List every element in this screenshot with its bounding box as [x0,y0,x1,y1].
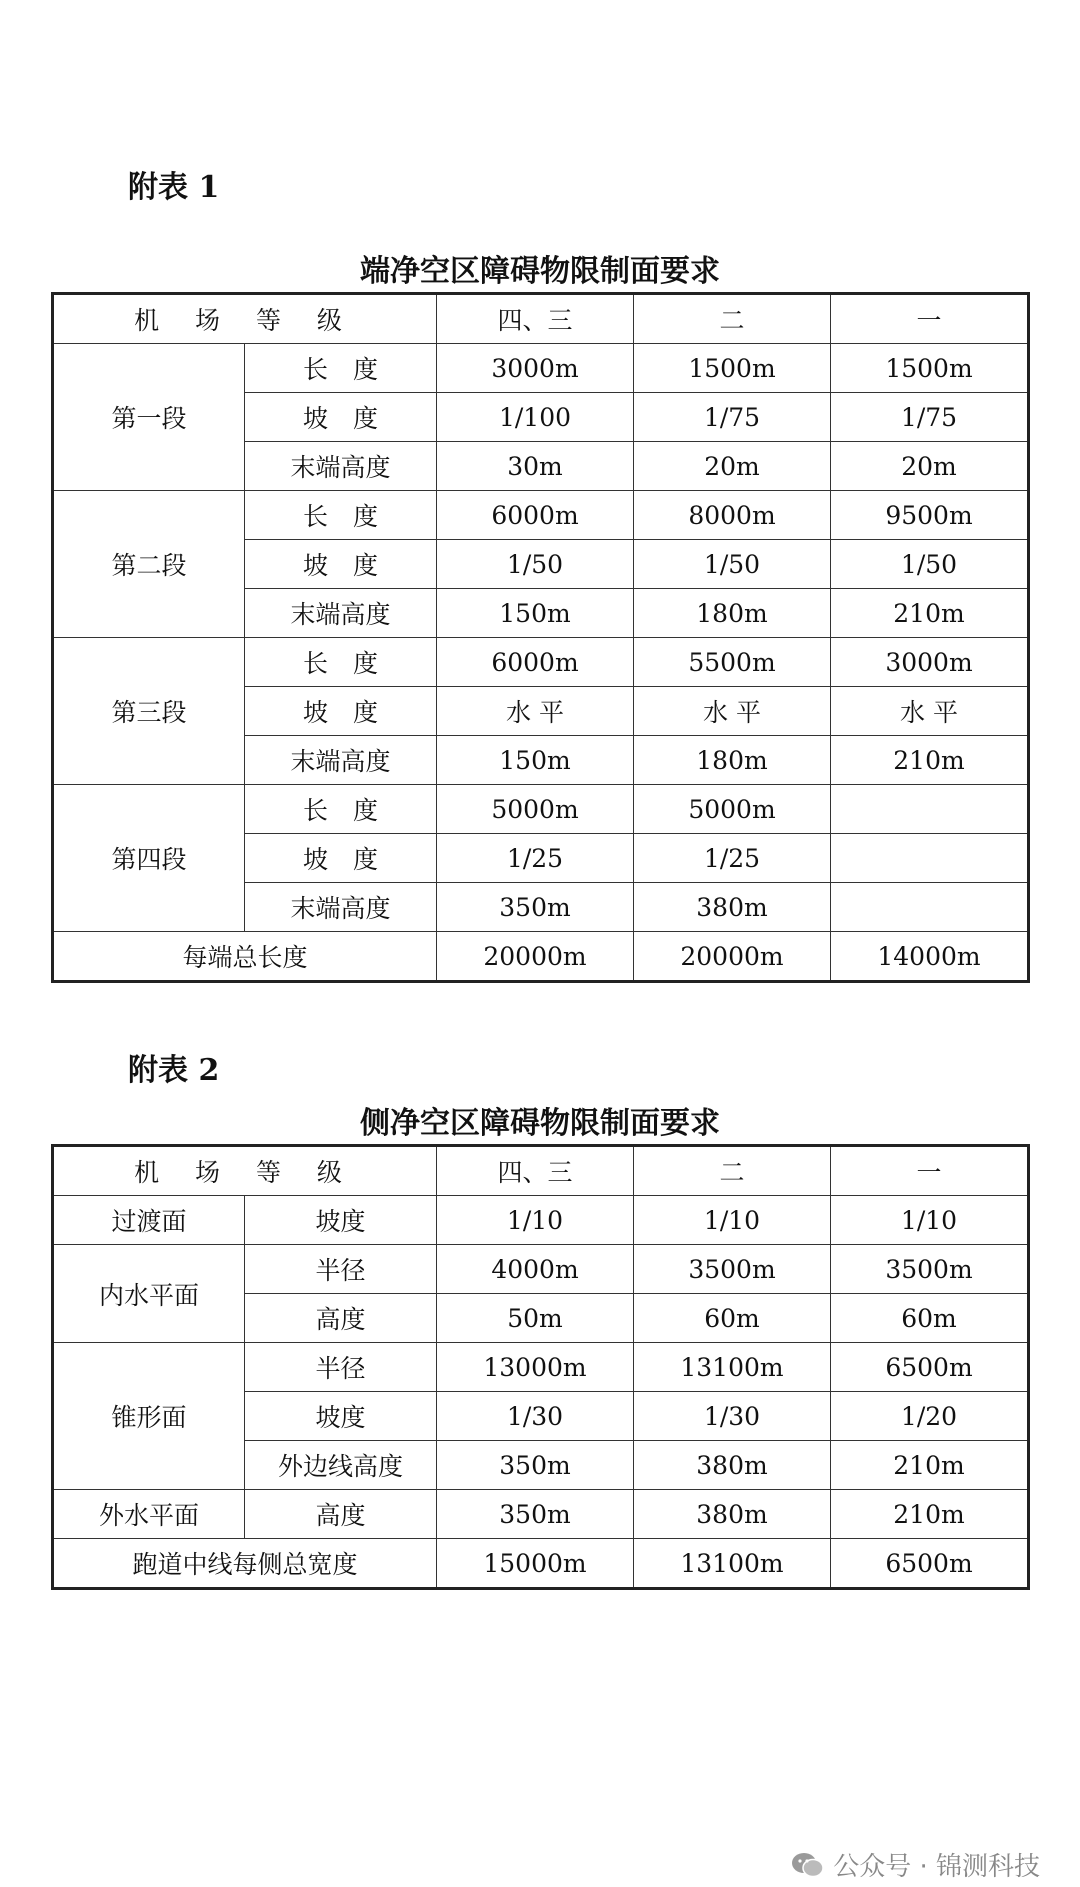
value-cell: 50m [437,1294,634,1343]
total-label-cell: 每端总长度 [53,932,437,982]
value-cell: 1/100 [437,393,634,442]
table-row [53,1245,1029,1294]
total-value-cell: 15000m [437,1539,634,1589]
item-cell: 坡度 [245,1392,437,1441]
total-label-cell: 跑道中线每侧总宽度 [53,1539,437,1589]
value-cell: 3000m [831,638,1029,687]
value-cell: 1500m [634,344,831,393]
value-cell: 60m [634,1294,831,1343]
value-cell: 6500m [831,1343,1029,1392]
section-name-cell: 第一段 [53,344,245,491]
watermark-text: 公众号 · 锦测科技 [833,1852,1040,1882]
value-cell: 1/50 [634,540,831,589]
header-grade-col: 二 [634,294,831,344]
value-cell: 4000m [437,1245,634,1294]
value-cell: 8000m [634,491,831,540]
section-name-cell: 外水平面 [53,1490,245,1539]
item-cell: 半径 [245,1343,437,1392]
value-cell: 30m [437,442,634,491]
value-cell: 1/20 [831,1392,1029,1441]
table-row [53,1490,1029,1539]
value-cell: 1/75 [831,393,1029,442]
value-cell: 380m [634,1490,831,1539]
value-cell: 3500m [831,1245,1029,1294]
value-cell: 1/10 [634,1196,831,1245]
section-name-cell: 内水平面 [53,1245,245,1343]
header-grade-col: 一 [831,294,1029,344]
value-cell: 1/10 [831,1196,1029,1245]
value-cell: 水 平 [634,687,831,736]
value-cell: 210m [831,1490,1029,1539]
total-row [53,1539,1029,1589]
total-value-cell: 13100m [634,1539,831,1589]
value-cell: 350m [437,1490,634,1539]
value-cell: 350m [437,883,634,932]
value-cell: 210m [831,589,1029,638]
value-cell: 180m [634,736,831,785]
item-cell: 高度 [245,1294,437,1343]
value-cell: 1/75 [634,393,831,442]
value-cell: 5500m [634,638,831,687]
table-row [53,785,1029,834]
total-value-cell: 14000m [831,932,1029,982]
item-cell: 坡度 [245,1196,437,1245]
value-cell: 350m [437,1441,634,1490]
item-cell: 末端高度 [245,442,437,491]
watermark [791,1846,1040,1883]
item-cell: 外边线高度 [245,1441,437,1490]
value-cell [831,883,1029,932]
total-value-cell: 20000m [634,932,831,982]
section-name-cell: 第四段 [53,785,245,932]
value-cell: 180m [634,589,831,638]
value-cell: 1/30 [634,1392,831,1441]
table2-label: 附表 2 [128,1053,220,1088]
value-cell: 1/25 [634,834,831,883]
item-cell: 坡 度 [245,393,437,442]
value-cell: 20m [634,442,831,491]
header-row [53,1146,1029,1196]
item-cell: 末端高度 [245,883,437,932]
item-cell: 坡 度 [245,834,437,883]
value-cell: 1500m [831,344,1029,393]
header-grade-col: 四、三 [437,294,634,344]
header-row [53,294,1029,344]
section-name-cell: 第三段 [53,638,245,785]
table1-label: 附表 1 [128,170,220,205]
total-value-cell: 6500m [831,1539,1029,1589]
item-cell: 坡 度 [245,687,437,736]
value-cell: 6000m [437,638,634,687]
value-cell: 1/10 [437,1196,634,1245]
header-grade-col: 二 [634,1146,831,1196]
table-row [53,1343,1029,1392]
item-cell: 高度 [245,1490,437,1539]
table2-title: 侧净空区障碍物限制面要求 [360,1106,720,1141]
value-cell: 380m [634,1441,831,1490]
item-cell: 末端高度 [245,736,437,785]
value-cell: 水 平 [831,687,1029,736]
item-cell: 末端高度 [245,589,437,638]
value-cell: 150m [437,589,634,638]
item-cell: 半径 [245,1245,437,1294]
value-cell: 210m [831,736,1029,785]
value-cell: 13000m [437,1343,634,1392]
value-cell [831,834,1029,883]
header-grade-col: 一 [831,1146,1029,1196]
section-name-cell: 第二段 [53,491,245,638]
section-name-cell: 锥形面 [53,1343,245,1490]
item-cell: 长 度 [245,344,437,393]
table-row [53,638,1029,687]
value-cell: 1/30 [437,1392,634,1441]
total-value-cell: 20000m [437,932,634,982]
item-cell: 长 度 [245,638,437,687]
table1-title: 端净空区障碍物限制面要求 [360,254,720,289]
value-cell: 13100m [634,1343,831,1392]
table-row [53,1196,1029,1245]
value-cell: 1/50 [831,540,1029,589]
value-cell: 5000m [634,785,831,834]
value-cell: 210m [831,1441,1029,1490]
header-grade-cell: 机 场 等 级 [53,294,437,344]
side-clearance-table [51,1144,1030,1590]
item-cell: 坡 度 [245,540,437,589]
value-cell [831,785,1029,834]
value-cell: 1/25 [437,834,634,883]
value-cell: 6000m [437,491,634,540]
header-grade-col: 四、三 [437,1146,634,1196]
end-clearance-table [51,292,1030,983]
value-cell: 5000m [437,785,634,834]
wechat-icon [791,1851,825,1879]
value-cell: 60m [831,1294,1029,1343]
value-cell: 水 平 [437,687,634,736]
value-cell: 1/50 [437,540,634,589]
section-name-cell: 过渡面 [53,1196,245,1245]
table-row [53,491,1029,540]
value-cell: 3000m [437,344,634,393]
value-cell: 3500m [634,1245,831,1294]
item-cell: 长 度 [245,785,437,834]
value-cell: 20m [831,442,1029,491]
value-cell: 380m [634,883,831,932]
value-cell: 9500m [831,491,1029,540]
header-grade-cell: 机 场 等 级 [53,1146,437,1196]
item-cell: 长 度 [245,491,437,540]
value-cell: 150m [437,736,634,785]
table-row [53,344,1029,393]
total-row [53,932,1029,982]
